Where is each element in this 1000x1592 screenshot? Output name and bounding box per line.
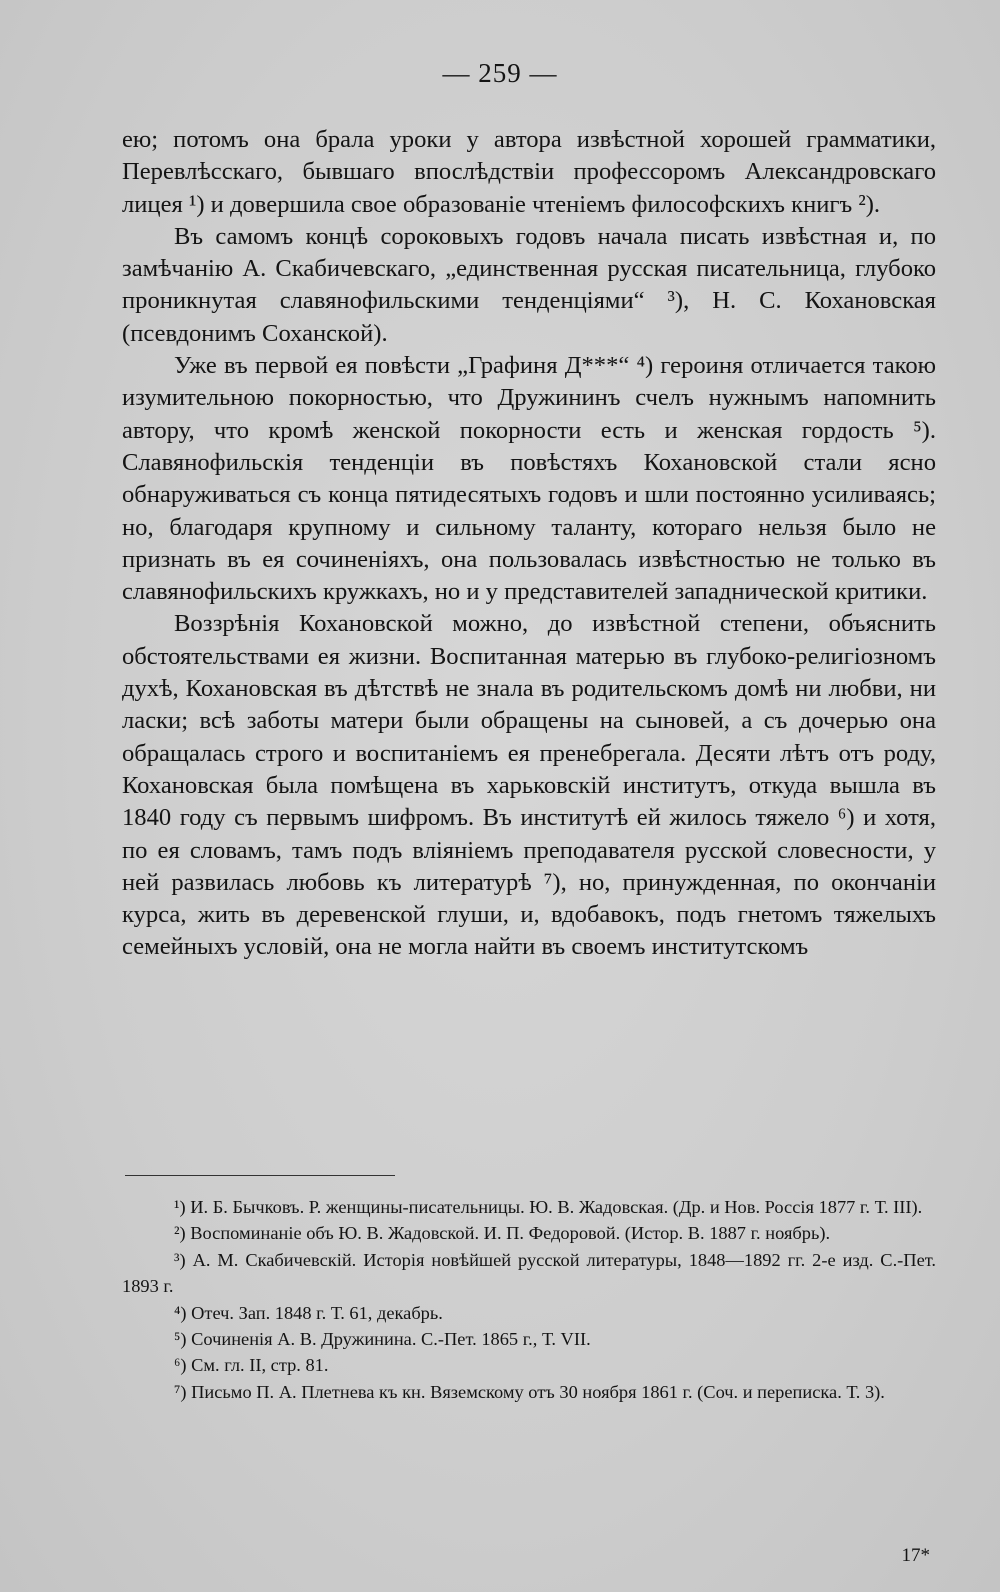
body-text [122,124,936,964]
footnote-5: ⁵) Сочиненія А. В. Дружинина. С.-Пет. 1865 г., Т. VII. [174,1329,591,1350]
footnotes [122,1194,936,1405]
footnote-4: ⁴) Отеч. Зап. 1848 г. Т. 61, декабрь. [174,1302,443,1323]
paragraph-4: Воззрѣнія Кохановской можно, до извѣстной степени, объяснить обстоятельствами ея жизни. Воспитанная матерью въ глубоко-религіозномъ духѣ, Кохановская въ дѣтствѣ не знала въ родительскомъ домѣ ни любви, ни ласки; всѣ заботы матери были обращены на сыновей, а съ дочерью она обращалась строго и воспитаніемъ ея пренебрегала. Десяти лѣтъ отъ роду, Кохановская была помѣщена въ харьковскій институтъ, откуда вышла въ 1840 году съ первымъ шифромъ. Въ институтѣ ей жилось тяжело ⁶) и хотя, по ея словамъ, тамъ подъ вліяніемъ преподавателя русской словесности, у ней развилась любовь къ литературѣ ⁷), но, принужденная, по окончаніи курса, жить въ деревенской глуши, и, вдобавокъ, подъ гнетомъ тяжелыхъ семейныхъ условій, она не могла найти въ своемъ институтскомъ [122,610,936,961]
paragraph-1: ею; потомъ она брала уроки у автора извѣстной хорошей грамматики, Перевлѣсскаго, бывшаго впослѣдствіи профессоромъ Александровскаго лицея ¹) и довершила свое образованіе чтеніемъ философскихъ книгъ ²). [122,126,936,218]
signature-mark: 17* [901,1545,930,1566]
paragraph-2: Въ самомъ концѣ сороковыхъ годовъ начала писать извѣстная и, по замѣчанію А. Скабичевскаго, „единственная русская писательница, глубоко проникнутая славянофильскими тенденціями“ ³), Н. С. Кохановская (псевдонимъ Соханской). [122,222,936,347]
footnote-7: ⁷) Письмо П. А. Плетнева къ кн. Вяземскому отъ 30 ноября 1861 г. (Соч. и переписка. Т. 3). [174,1381,885,1402]
footnote-1: ¹) И. Б. Бычковъ. Р. женщины-писательницы. Ю. В. Жадовская. (Др. и Нов. Россія 1877 г. Т. III). [174,1197,923,1217]
footnote-divider [125,1175,395,1176]
page-number: — 259 — [442,58,558,88]
paragraph-3: Уже въ первой ея повѣсти „Графиня Д***“ ⁴) героиня отличается такою изумительною покорностью, что Дружининъ счелъ нужнымъ напомнить автору, что кромѣ женской покорности есть и женская гордость ⁵). Славянофильскія тенденціи въ повѣстяхъ Кохановской стали ясно обнаруживаться съ конца пятидесятыхъ годовъ и шли постоянно усиливаясь; но, благодаря крупному и сильному таланту, котораго нельзя было не признать въ ея сочиненіяхъ, она пользовалась извѣстностью не только въ славянофильскихъ кружкахъ, но и у представителей западнической критики. [122,352,936,606]
footnote-6: ⁶) См. гл. II, стр. 81. [174,1355,329,1376]
footnote-2: ²) Воспоминаніе объ Ю. В. Жадовской. И. П. Федоровой. (Истор. В. 1887 г. ноябрь). [174,1223,831,1244]
footnote-3: ³) А. М. Скабичевскій. Исторія новѣйшей русской литературы, 1848—1892 гг. 2-е изд. С.-Пет. 1893 г. [122,1249,936,1297]
